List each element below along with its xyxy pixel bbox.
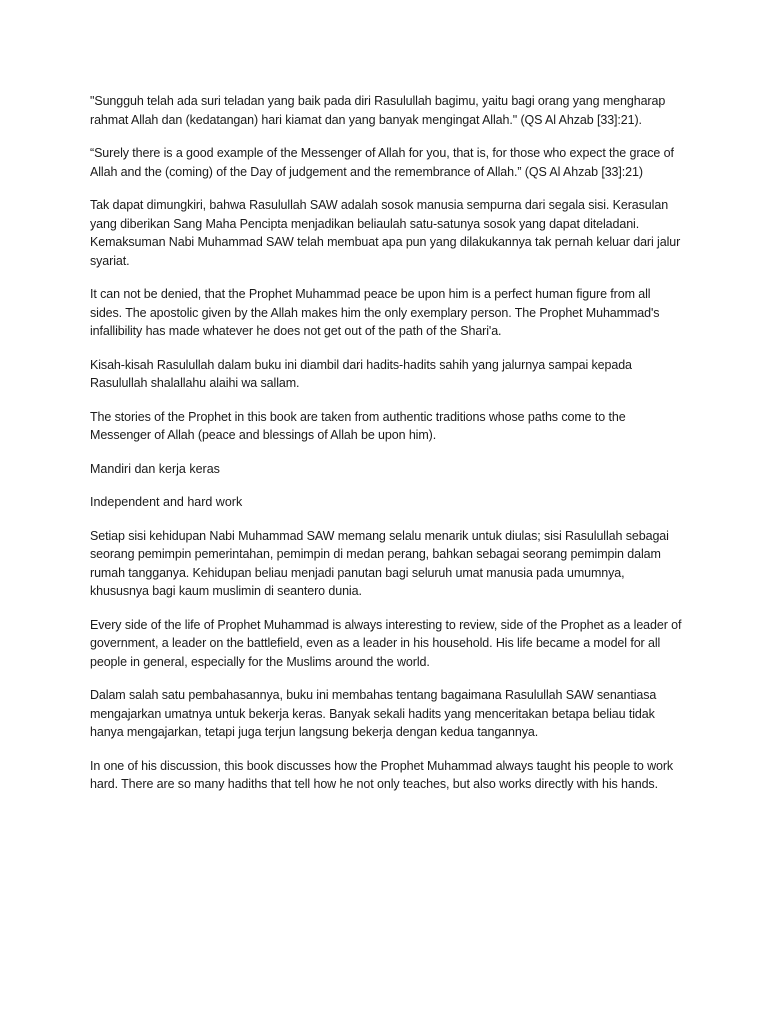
paragraph-source-english: The stories of the Prophet in this book are taken from authentic traditions whose paths come to the Messenger of Allah (peace and blessings of Allah be upon him). [90,409,626,442]
paragraph-work-english: In one of his discussion, this book discusses how the Prophet Muhammad always taught his people to work hard. There are so many hadiths that tell how he not only teaches, but also works directly with his hands. [90,758,674,791]
paragraph-intro-indonesian: Tak dapat dimungkiri, bahwa Rasulullah SAW adalah sosok manusia sempurna dari segala sisi. Kerasulan yang diberikan Sang Maha Pencipta menjadikan beliaulah satu-satunya sosok yang dapat diteladani. Kemaksuman Nabi Muhammad SAW telah membuat apa pun yang dilakukannya tak pernah keluar dari jalur syariat. [90,198,681,268]
quote-english: “Surely there is a good example of the Messenger of Allah for you, that is, for those who expect the grace of Allah and the (coming) of the Day of judgement and the remembrance of Allah.” (QS Al Ahzab [33]:21) [90,146,674,179]
section-heading-indonesian: Mandiri dan kerja keras [90,461,220,476]
document-body [90,92,684,809]
quote-indonesian: "Sungguh telah ada suri teladan yang baik pada diri Rasulullah bagimu, yaitu bagi orang yang mengharap rahmat Allah dan (kedatangan) hari kiamat dan yang banyak mengingat Allah." (QS Al Ahzab [33]:21). [90,94,666,127]
paragraph-source-indonesian: Kisah-kisah Rasulullah dalam buku ini diambil dari hadits-hadits sahih yang jalurnya sampai kepada Rasulullah shalallahu alaihi wa sallam. [90,357,632,390]
paragraph-life-indonesian: Setiap sisi kehidupan Nabi Muhammad SAW memang selalu menarik untuk diulas; sisi Rasulullah sebagai seorang pemimpin pemerintahan, pemimpin di medan perang, bahkan sebagai seorang pemimpin dalam rumah tangganya. Kehidupan beliau menjadi panutan bagi seluruh umat manusia pada umumnya, khususnya bagi kaum muslimin di seantero dunia. [90,528,669,598]
paragraph-life-english: Every side of the life of Prophet Muhammad is always interesting to review, side of the Prophet as a leader of government, a leader on the battlefield, even as a leader in his household. His life became a model for all people in general, especially for the Muslims around the world. [90,617,682,669]
paragraph-work-indonesian: Dalam salah satu pembahasannya, buku ini membahas tentang bagaimana Rasulullah SAW senantiasa mengajarkan umatnya untuk bekerja keras. Banyak sekali hadits yang menceritakan betapa beliau tidak hanya mengajarkan, tetapi juga terjun langsung bekerja dengan kedua tangannya. [90,688,657,739]
paragraph-intro-english: It can not be denied, that the Prophet Muhammad peace be upon him is a perfect human figure from all sides. The apostolic given by the Allah makes him the only exemplary person. The Prophet Muhammad's infallibility has made whatever he does not get out of the path of the Shari'a. [90,287,660,338]
section-heading-english: Independent and hard work [90,495,243,509]
